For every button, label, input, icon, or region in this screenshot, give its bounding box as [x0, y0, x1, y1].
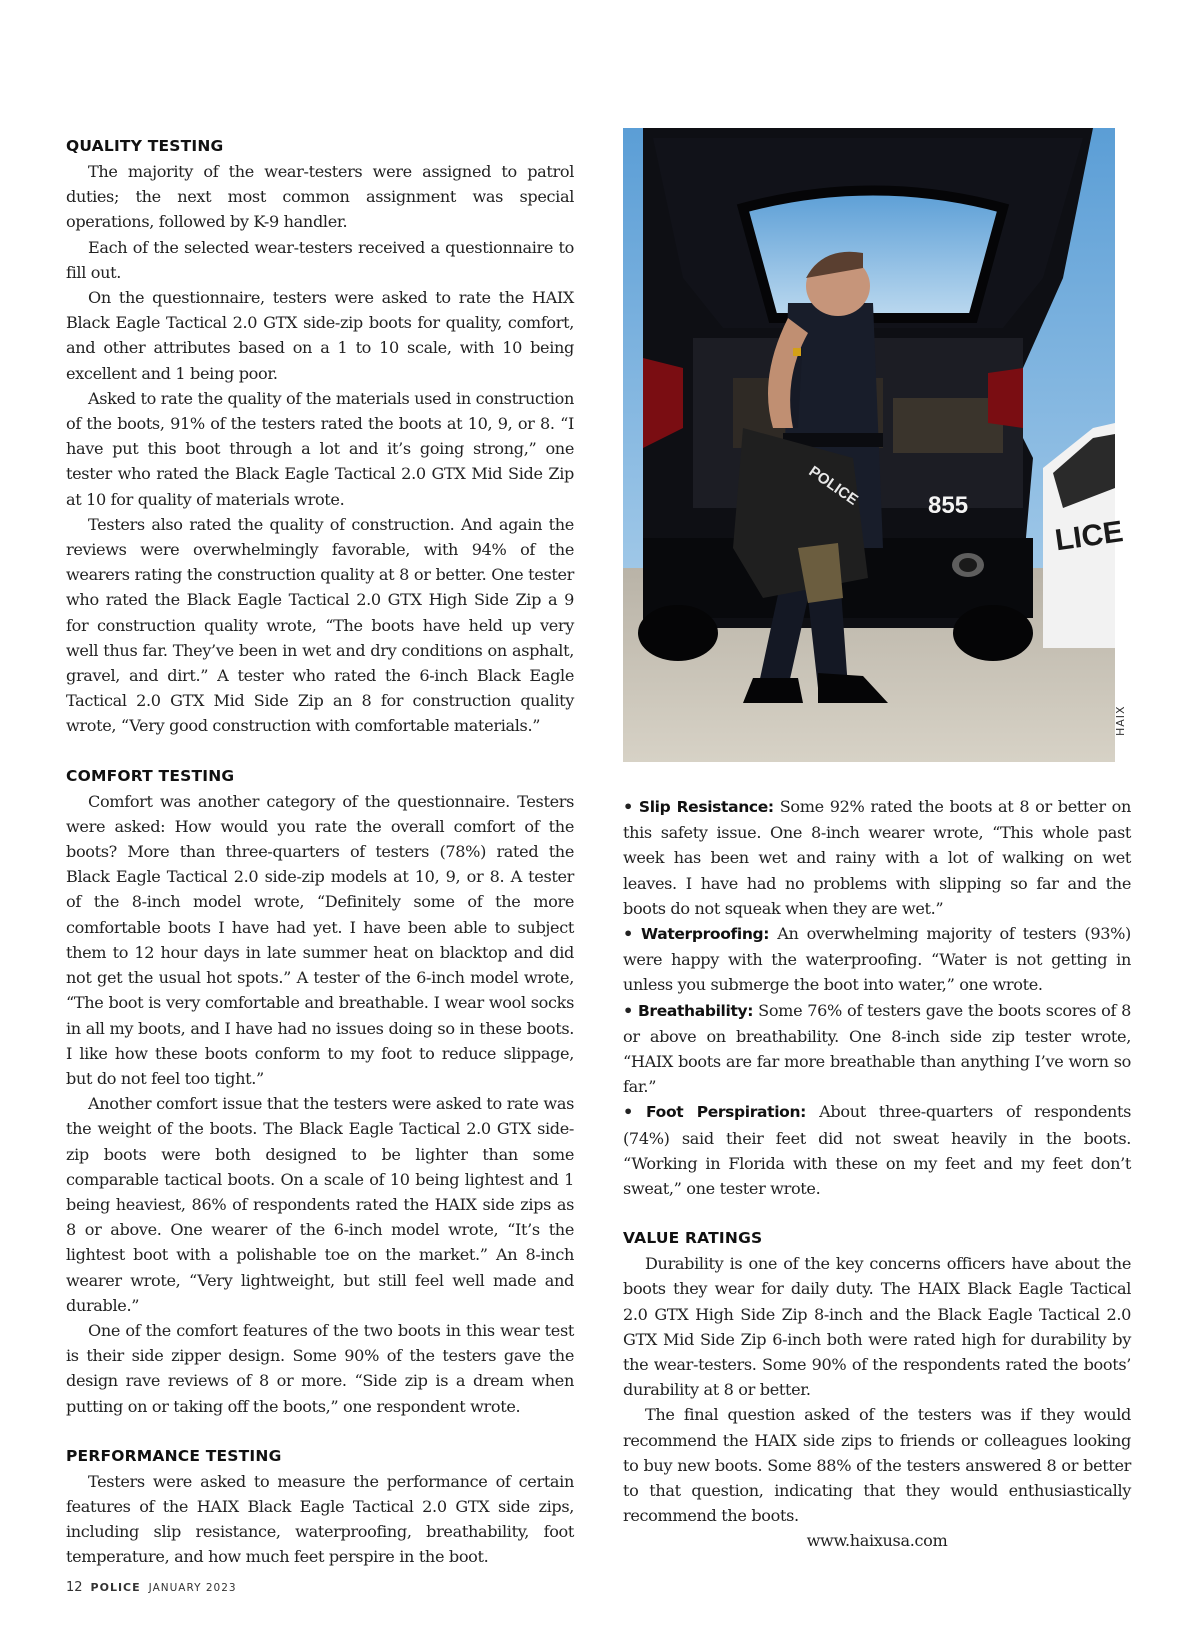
body-paragraph: On the questionnaire, testers were asked to rate the HAIX Black Eagle Tactical 2.0 GTX side-zip boots for quality, comfort, and other attributes based on a 1 to 10 scale, with 10 being excellent and 1 being poor. — [66, 288, 574, 383]
quality-testing-heading: QUALITY TESTING — [66, 137, 224, 155]
body-paragraph: Testers also rated the quality of construction. And again the reviews were overwhelmingly favorable, with 94% of the wearers rating the construction quality at 8 or better. One tester who rated the Black Eagle Tactical 2.0 GTX High Side Zip a 9 for construction quality wrote, “The boots have held up very well thus far. They’ve been in wet and dry conditions on asphalt, gravel, and dirt.” A tester who rated the 6-inch Black Eagle Tactical 2.0 GTX Mid Side Zip an 8 for construction quality wrote, “Very good construction with comfortable materials.” — [66, 514, 574, 736]
page-footer — [66, 1580, 237, 1595]
photo-credit: HAIX — [1114, 705, 1127, 736]
right-column — [623, 794, 1131, 1554]
bullet-slip-resistance: • Slip Resistance: Some 92% rated the boots at 8 or better on this safety issue. One 8-inch wearer wrote, “This whole past week has been wet and rainy with a lot of walking on wet leaves. I have had no problems with slipping so far and the boots do not squeak when they are wet.” — [623, 797, 1131, 918]
vest-label: POLICE — [805, 462, 862, 509]
body-paragraph: Another comfort issue that the testers were asked to rate was the weight of the boots. The Black Eagle Tactical 2.0 GTX side-zip boots were both designed to be lighter than some comparable tactical boots. On a scale of 10 being lightest and 1 being heaviest, 86% of respondents rated the HAIX side zips as 8 or above. One wearer of the 6-inch model wrote, “It’s the lightest boot with a polishable toe on the market.” An 8-inch wearer wrote, “Very lightweight, but still feel well made and durable.” — [66, 1094, 574, 1315]
bullet-foot-perspiration: • Foot Perspiration: About three-quarters of respondents (74%) said their feet did not sweat heavily in the boots. “Working in Florida with these on my feet and my feet don’t sweat,” one tester wrote. — [623, 1102, 1131, 1199]
comfort-testing-heading: COMFORT TESTING — [66, 766, 235, 785]
performance-testing-heading: PERFORMANCE TESTING — [66, 1446, 282, 1465]
body-paragraph: Each of the selected wear-testers received a questionnaire to fill out. — [66, 237, 574, 282]
website-url: www.haixusa.com — [806, 1531, 948, 1551]
body-paragraph: Asked to rate the quality of the materials used in construction of the boots, 91% of the testers rated the boots at 10, 9, or 8. “I have put this boot through a lot and it’s going strong,” one tester who rated the Black Eagle Tactical 2.0 GTX Mid Side Zip at 10 for quality of materials wrote. — [66, 388, 574, 509]
body-paragraph: The final question asked of the testers was if they would recommend the HAIX side zips to friends or colleagues looking to buy new boots. Some 88% of the testers answered 8 or better to that question, indicating that they would enthusiastically recommend the boots. — [623, 1405, 1131, 1526]
body-paragraph: One of the comfort features of the two boots in this wear test is their side zipper design. Some 90% of the testers gave the design rave reviews of 8 or more. “Side zip is a dream when putting on or taking off the boots,” one respondent wrote. — [66, 1320, 574, 1416]
page-number: 12 — [66, 1580, 83, 1595]
left-column — [66, 134, 574, 1570]
bullet-waterproofing: • Waterproofing: An overwhelming majority of testers (93%) were happy with the waterproofing. “Water is not getting in unless you submerge the boot into water,” one wrote. — [623, 924, 1131, 995]
body-paragraph: Durability is one of the key concerns officers have about the boots they wear for daily duty. The HAIX Black Eagle Tactical 2.0 GTX High Side Zip 8-inch and the Black Eagle Tactical 2.0 GTX Mid Side Zip 6-inch both were rated high for durability by the wear-testers. Some 90% of the respondents rated the boots’ durability at 8 or better. — [623, 1254, 1131, 1400]
value-ratings-heading: VALUE RATINGS — [623, 1229, 763, 1248]
body-paragraph: Comfort was another category of the questionnaire. Testers were asked: How would you rate the overall comfort of the boots? More than three-quarters of testers (78%) rated the Black Eagle Tactical 2.0 side-zip models at 10, 9, or 8. A tester of the 8-inch model wrote, “Definitely some of the more comfortable boots I have had yet. I have been able to subject them to 12 hour days in late summer heat on blacktop and did not get the usual hot spots.” A tester of the 6-inch model wrote, “The boot is very comfortable and breathable. I wear wool socks in all my boots, and I have had no issues doing so in these boots. I like how these boots conform to my foot to reduce slippage, but do not feel too tight.” — [66, 791, 574, 1088]
magazine-name: POLICE — [90, 1581, 141, 1594]
bullet-breathability: • Breathability: Some 76% of testers gave the boots scores of 8 or above on breathability. One 8-inch side zip tester wrote, “HAIX boots are far more breathable than anything I’ve worn so far.” — [623, 1000, 1131, 1097]
body-paragraph: Testers were asked to measure the performance of certain features of the HAIX Black Eagle Tactical 2.0 GTX side zips, including slip resistance, waterproofing, breathability, foot temperature, and how much feet perspire in the boot. — [66, 1471, 574, 1567]
vehicle-number: 855 — [928, 492, 969, 519]
body-paragraph: The majority of the wear-testers were assigned to patrol duties; the next most common assignment was special operations, followed by K-9 handler. — [66, 162, 574, 232]
patrol-car-text: LICE — [1052, 515, 1126, 558]
issue-date: JANUARY 2023 — [148, 1582, 237, 1594]
